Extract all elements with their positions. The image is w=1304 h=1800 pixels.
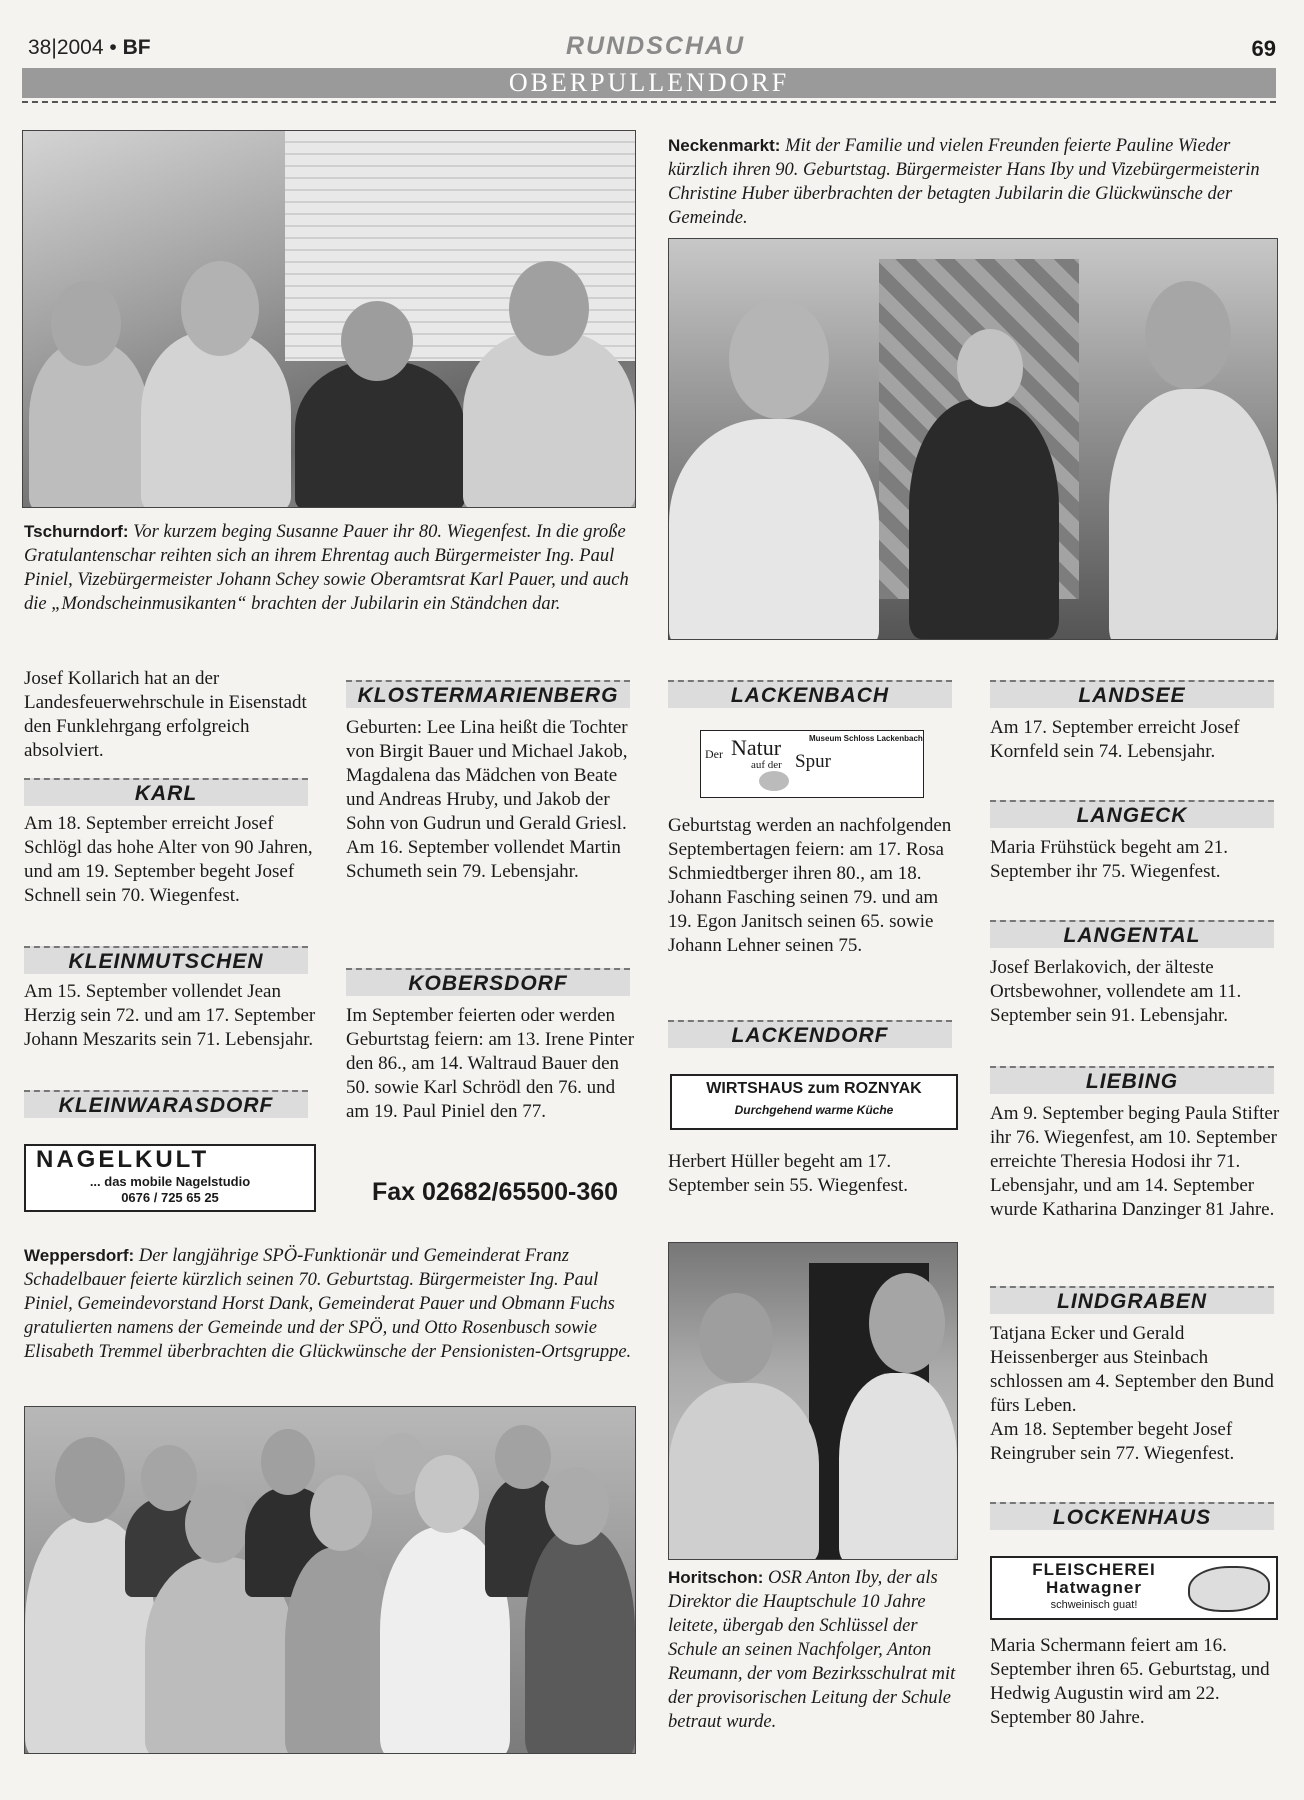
person-head [261, 1429, 315, 1495]
ad-fleischerei-hatwagner [990, 1556, 1278, 1620]
ad-museum: Museum Schloss Lackenbach [809, 734, 923, 743]
person-head [729, 299, 829, 419]
caption-tschurndorf [24, 520, 634, 616]
ad-slogan: schweinisch guat! [1050, 1599, 1138, 1611]
caption-place: Weppersdorf: [24, 1246, 135, 1265]
person-head [509, 261, 589, 356]
section-klostermarienberg: KLOSTERMARIENBERG [346, 680, 630, 708]
ad-name: Hatwagner [1046, 1578, 1142, 1597]
ad-title: WIRTSHAUS zum ROZNYAK [706, 1080, 922, 1097]
text-landsee: Am 17. September erreicht Josef Kornfeld sein 74. Lebensjahr. [990, 717, 1240, 762]
person-head [957, 329, 1023, 407]
caption-neckenmarkt [668, 134, 1278, 230]
person-head [185, 1485, 249, 1563]
caption-weppersdorf [24, 1244, 636, 1364]
photo-horitschon [668, 1242, 958, 1560]
section-langeck: LANGECK [990, 800, 1274, 828]
caption-place: Neckenmarkt: [668, 136, 781, 155]
ad-title: NAGELKULT [36, 1146, 210, 1173]
person-head [415, 1455, 479, 1533]
section-kleinwarasdorf: KLEINWARASDORF [24, 1090, 308, 1118]
photo-neckenmarkt [668, 238, 1278, 640]
page-number: 69 [1251, 36, 1276, 61]
ad-wirtshaus-roznyak [670, 1074, 958, 1130]
text-kleinmutschen: Am 15. September vollendet Jean Herzig sein 72. und am 17. September Johann Meszarits sein 71. Lebensjahr. [24, 981, 316, 1050]
section-kobersdorf: KOBERSDORF [346, 968, 630, 996]
person-figure [141, 331, 291, 508]
person-figure [463, 331, 635, 508]
fax-number: Fax 02682/65500-360 [372, 1178, 619, 1206]
caption-text: Der langjährige SPÖ-Funktionär und Gemeinderat Franz Schadelbauer feierte kürzlich seinen 70. Geburtstag. Bürgermeister Ing. Paul Piniel, Gemeindevorstand Horst Dank, Gemeinderat Pauer und Obmann Fuchs gratulierten namens der Gemeinde und der SPÖ, und Otto Rosenbusch sowie Elisabeth Tremmel überbrachten die Glückwünsche der Pensionisten-Ortsgruppe. [24, 1246, 632, 1362]
text-kobersdorf: Im September feierten oder werden Geburtstag feiern: am 13. Irene Pinter den 86., am 14. Waltraud Bauer den 50. sowie Karl Schrödl den 76. und am 19. Paul Piniel den 77. [346, 1005, 635, 1122]
text-klostermarienberg: Geburten: Lee Lina heißt die Tochter von Birgit Bauer und Michael Jakob, Magdalena das Mädchen von Beate und Andreas Hruby, und Jakob der Sohn von Gudrun und Gerald Griesl. Am 16. September vollendet Martin Schumeth sein 79. Lebensjahr. [346, 717, 628, 882]
ad-subtitle: Durchgehend warme Küche [734, 1103, 894, 1117]
section-lockenhaus: LOCKENHAUS [990, 1502, 1274, 1530]
person-figure [909, 399, 1059, 639]
text-lackendorf: Herbert Hüller begeht am 17. September sein 55. Wiegenfest. [668, 1151, 909, 1196]
photo-tschurndorf [22, 130, 636, 508]
section-title: RUNDSCHAU [566, 32, 746, 60]
section-lackenbach: LACKENBACH [668, 680, 952, 708]
ad-natur-auf-der-spur [700, 730, 924, 798]
section-lackendorf: LACKENDORF [668, 1020, 952, 1048]
person-head [495, 1425, 551, 1489]
section-kleinmutschen: KLEINMUTSCHEN [24, 946, 308, 974]
issue-number [28, 36, 151, 60]
person-head [699, 1293, 773, 1383]
text-liebing: Am 9. September beging Paula Stifter ihr 76. Wiegenfest, am 10. September erreichte Theresia Hodosi ihr 71. Lebensjahr, und am 14. September wurde Katharina Danzinger 81 Jahre. [990, 1103, 1280, 1220]
ad-word: Der [705, 747, 723, 761]
text-langental: Josef Berlakovich, der älteste Ortsbewohner, vollendete am 11. September sein 91. Lebensjahr. [990, 957, 1242, 1026]
caption-place: Horitschon: [668, 1568, 764, 1587]
ad-line: ... das mobile Nagelstudio [89, 1174, 251, 1189]
person-figure [295, 361, 465, 508]
ad-phone: 0676 / 725 65 25 [121, 1190, 219, 1205]
person-head [181, 261, 259, 356]
caption-horitschon [668, 1566, 960, 1734]
caption-text: Mit der Familie und vielen Freunden feierte Pauline Wieder kürzlich ihren 90. Geburtstag. Bürgermeister Hans Iby und Vizebürgermeisterin Christine Huber überbrachten der betagten Jubilarin die Glückwünsche der Gemeinde. [668, 136, 1260, 228]
section-lindgraben: LINDGRABEN [990, 1286, 1274, 1314]
header-divider [22, 101, 1276, 103]
caption-text: OSR Anton Iby, der als Direktor die Hauptschule 10 Jahre leitete, übergab den Schlüssel der Schule an seinen Nachfolger, Anton Reumann, der vom Bezirksschulrat mit der provisorischen Leitung der Schule betraut wurde. [668, 1568, 956, 1732]
text-langeck: Maria Frühstück begeht am 21. September ihr 75. Wiegenfest. [990, 837, 1228, 882]
person-head [869, 1273, 945, 1373]
caption-text: Vor kurzem beging Susanne Pauer ihr 80. Wiegenfest. In die große Gratulantenschar reihten sich an ihrem Ehrentag auch Bürgermeister Ing. Paul Piniel, Vizebürgermeister Johann Schey sowie Oberamtsrat Karl Pauer, und auch die „Mondscheinmusikanten“ brachten der Jubilarin ein Ständchen dar. [24, 522, 629, 614]
issue-label: 38|2004 • [28, 36, 117, 59]
ad-word: auf der [751, 759, 782, 771]
person-figure [525, 1527, 635, 1754]
section-landsee: LANDSEE [990, 680, 1274, 708]
person-head [51, 281, 121, 366]
person-figure [669, 1383, 819, 1560]
ad-word: Natur [731, 735, 782, 760]
text-lindgraben: Tatjana Ecker und Gerald Heissenberger aus Steinbach schlossen am 4. September den Bund fürs Leben. Am 18. September begeht Josef Reingruber sein 77. Wiegenfest. [990, 1323, 1274, 1464]
person-figure [839, 1373, 957, 1560]
text-lackenbach: Geburtstag werden an nachfolgenden Septembertagen feiern: am 17. Rosa Schmiedtberger ihren 80., am 18. Johann Fasching seinen 79. und am 19. Egon Janitsch seinen 65. sowie Johann Lehner seinen 75. [668, 815, 952, 956]
caption-place: Tschurndorf: [24, 522, 129, 541]
section-liebing: LIEBING [990, 1066, 1274, 1094]
person-head [1145, 281, 1231, 389]
photo-weppersdorf [24, 1406, 636, 1754]
pig-icon [1188, 1566, 1270, 1612]
paw-icon [759, 771, 789, 791]
person-figure [29, 341, 149, 508]
ad-title: FLEISCHEREI [1032, 1560, 1156, 1579]
person-figure [669, 419, 879, 640]
person-figure [1109, 389, 1277, 640]
section-langental: LANGENTAL [990, 920, 1274, 948]
ad-nagelkult [24, 1144, 316, 1212]
paper-label: BF [122, 36, 151, 59]
text-karl: Am 18. September erreicht Josef Schlögl das hohe Alter von 90 Jahren, und am 19. September begeht Josef Schnell sein 70. Wiegenfest. [24, 813, 313, 906]
person-head [545, 1467, 609, 1545]
person-head [341, 301, 413, 381]
person-figure [285, 1547, 395, 1754]
section-karl: KARL [24, 778, 308, 806]
text-lockenhaus: Maria Schermann feiert am 16. September ihren 65. Geburtstag, und Hedwig Augustin wird am 22. September 80 Jahre. [990, 1635, 1270, 1728]
ad-word: Spur [795, 751, 831, 772]
col1-intro: Josef Kollarich hat an der Landesfeuerwehrschule in Eisenstadt den Funklehrgang erfolgreich absolviert. [24, 668, 307, 761]
person-head [141, 1445, 197, 1511]
region-title: OBERPULLENDORF [508, 68, 790, 97]
person-head [310, 1475, 372, 1551]
person-head [55, 1437, 125, 1523]
